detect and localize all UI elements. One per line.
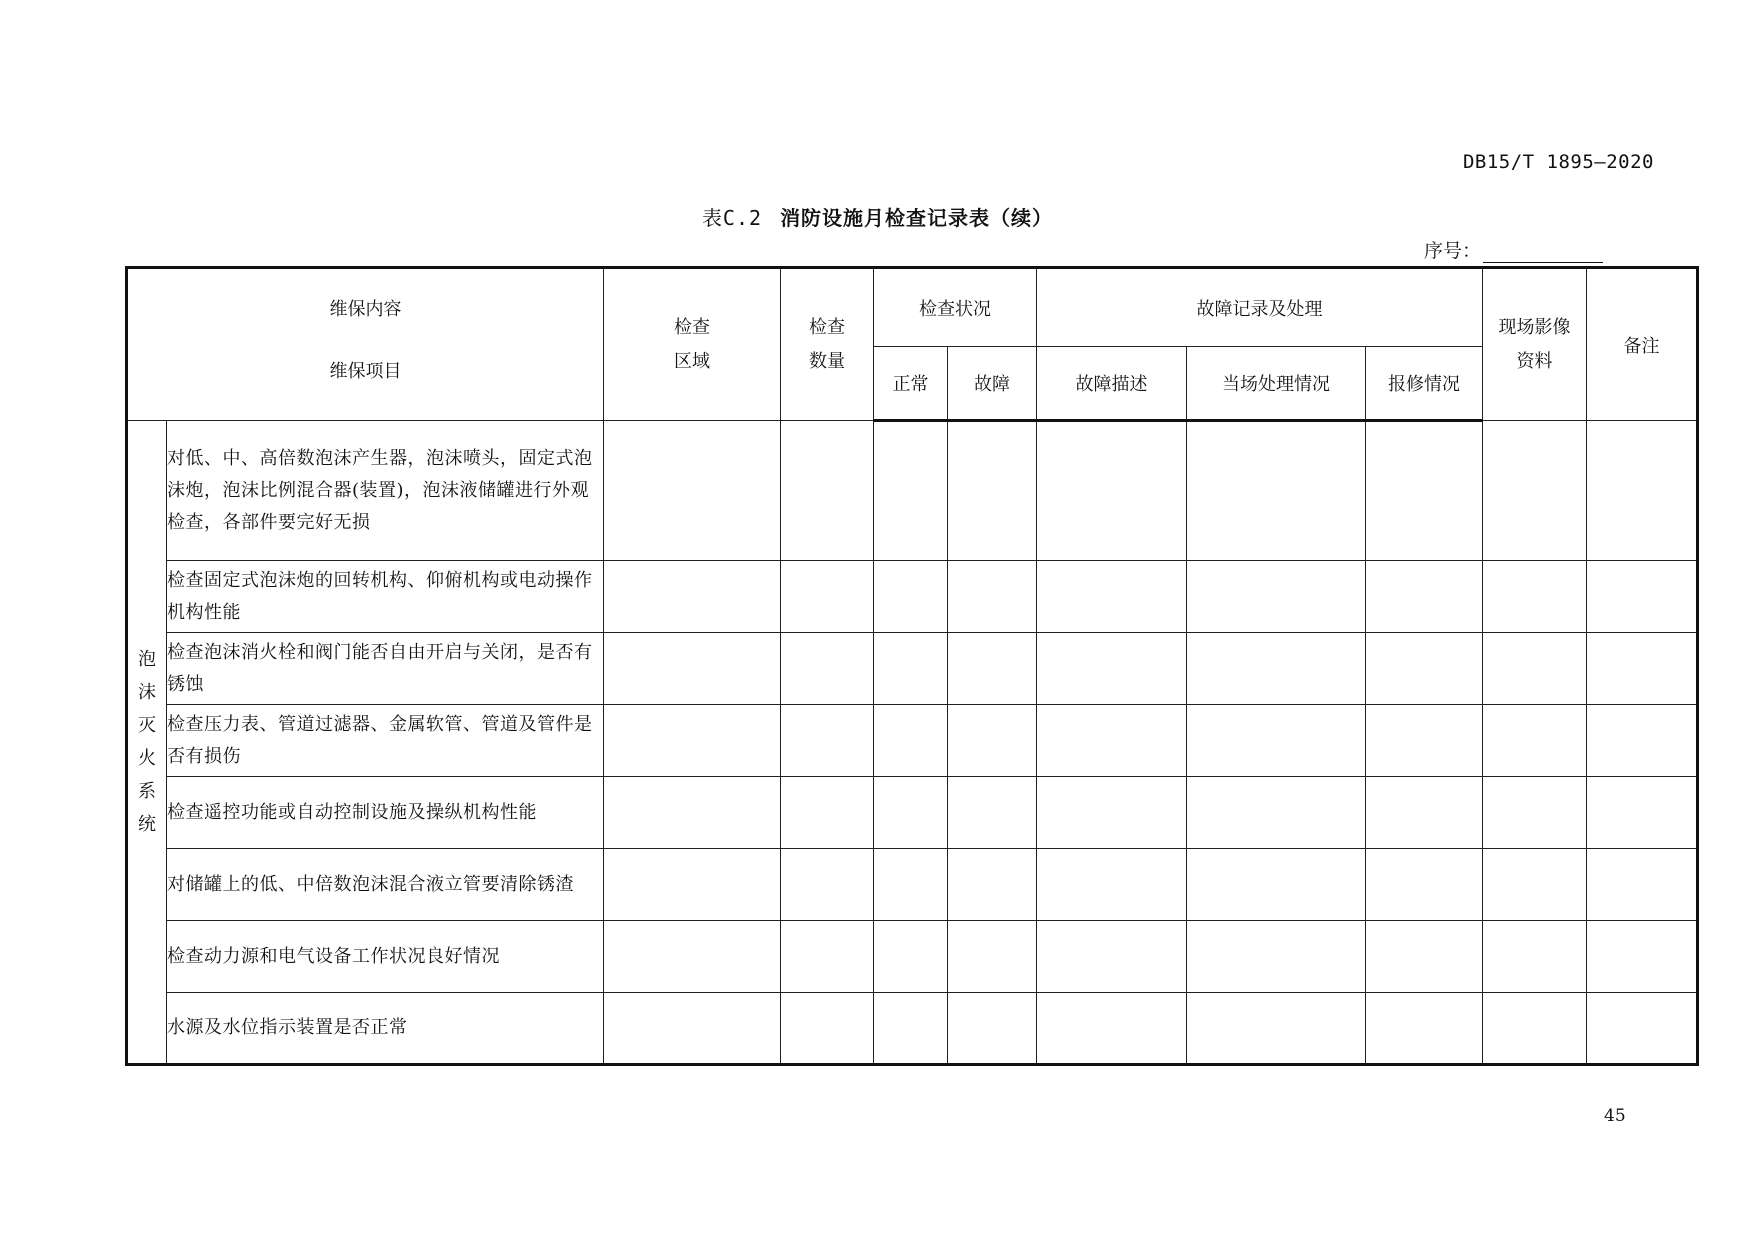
cell-remarks[interactable] <box>1587 993 1698 1065</box>
group-char: 沫 <box>138 682 156 703</box>
header-remarks: 备注 <box>1587 268 1698 421</box>
cell-onsite-handling[interactable] <box>1187 561 1366 633</box>
header-fault-record: 故障记录及处理 <box>1037 268 1483 347</box>
maintenance-item-text: 对低、中、高倍数泡沫产生器，泡沫喷头，固定式泡沫炮，泡沫比例混合器(装置)，泡沫液储罐进行外观检查，各部件要完好无损 <box>167 421 604 561</box>
cell-normal[interactable] <box>874 421 948 561</box>
cell-check-quantity[interactable] <box>781 921 874 993</box>
cell-check-quantity[interactable] <box>781 993 874 1065</box>
serial-blank-line <box>1483 240 1603 263</box>
header-check-quantity-line1: 检查 <box>809 316 845 338</box>
cell-repair-report[interactable] <box>1366 849 1483 921</box>
cell-check-quantity[interactable] <box>781 633 874 705</box>
cell-check-area[interactable] <box>604 633 781 705</box>
cell-normal[interactable] <box>874 561 948 633</box>
serial-number-field <box>1424 236 1603 263</box>
cell-fault-description[interactable] <box>1037 921 1187 993</box>
header-fault: 故障 <box>948 347 1037 421</box>
table-row <box>127 993 1698 1065</box>
table-row <box>127 705 1698 777</box>
header-photo-material <box>1483 268 1587 421</box>
cell-fault[interactable] <box>948 705 1037 777</box>
maintenance-item-text: 对储罐上的低、中倍数泡沫混合液立管要清除锈渣 <box>167 849 604 921</box>
cell-check-quantity[interactable] <box>781 421 874 561</box>
cell-check-area[interactable] <box>604 849 781 921</box>
maintenance-item-text: 检查动力源和电气设备工作状况良好情况 <box>167 921 604 993</box>
cell-fault[interactable] <box>948 993 1037 1065</box>
cell-photo-material[interactable] <box>1483 633 1587 705</box>
cell-repair-report[interactable] <box>1366 705 1483 777</box>
header-check-area-line2: 区域 <box>674 350 710 372</box>
cell-repair-report[interactable] <box>1366 921 1483 993</box>
cell-repair-report[interactable] <box>1366 421 1483 561</box>
header-check-quantity <box>781 268 874 421</box>
maintenance-item-text: 检查泡沫消火栓和阀门能否自由开启与关闭，是否有锈蚀 <box>167 633 604 705</box>
cell-check-quantity[interactable] <box>781 777 874 849</box>
cell-normal[interactable] <box>874 777 948 849</box>
standard-code: DB15/T 1895—2020 <box>1462 151 1654 173</box>
cell-onsite-handling[interactable] <box>1187 921 1366 993</box>
cell-fault[interactable] <box>948 849 1037 921</box>
cell-remarks[interactable] <box>1587 421 1698 561</box>
table-row <box>127 561 1698 633</box>
cell-remarks[interactable] <box>1587 705 1698 777</box>
cell-photo-material[interactable] <box>1483 849 1587 921</box>
group-char: 火 <box>138 748 156 769</box>
table-title-text: 消防设施月检查记录表（续） <box>780 206 1054 230</box>
cell-photo-material[interactable] <box>1483 705 1587 777</box>
cell-photo-material[interactable] <box>1483 421 1587 561</box>
page-number: 45 <box>1604 1106 1626 1126</box>
cell-check-area[interactable] <box>604 921 781 993</box>
group-char: 系 <box>138 781 156 802</box>
cell-onsite-handling[interactable] <box>1187 633 1366 705</box>
cell-normal[interactable] <box>874 633 948 705</box>
table-row <box>127 849 1698 921</box>
table-row <box>127 921 1698 993</box>
cell-photo-material[interactable] <box>1483 921 1587 993</box>
cell-check-area[interactable] <box>604 705 781 777</box>
cell-photo-material[interactable] <box>1483 777 1587 849</box>
table-row <box>127 777 1698 849</box>
cell-check-area[interactable] <box>604 777 781 849</box>
cell-repair-report[interactable] <box>1366 777 1483 849</box>
cell-onsite-handling[interactable] <box>1187 777 1366 849</box>
maintenance-item-text: 检查固定式泡沫炮的回转机构、仰俯机构或电动操作机构性能 <box>167 561 604 633</box>
header-check-area-line1: 检查 <box>674 316 710 338</box>
cell-check-quantity[interactable] <box>781 561 874 633</box>
cell-photo-material[interactable] <box>1483 561 1587 633</box>
header-check-quantity-line2: 数量 <box>809 350 845 372</box>
maintenance-item-text: 检查遥控功能或自动控制设施及操纵机构性能 <box>167 777 604 849</box>
cell-fault[interactable] <box>948 777 1037 849</box>
header-check-area <box>604 268 781 421</box>
cell-fault-description[interactable] <box>1037 777 1187 849</box>
table-row <box>127 421 1698 561</box>
table-title <box>0 202 1755 231</box>
header-maintenance-content-label: 维保内容 <box>329 299 402 320</box>
cell-repair-report[interactable] <box>1366 993 1483 1065</box>
header-fault-description: 故障描述 <box>1037 347 1187 421</box>
header-onsite-handling: 当场处理情况 <box>1187 347 1366 421</box>
cell-remarks[interactable] <box>1587 777 1698 849</box>
cell-fault-description[interactable] <box>1037 993 1187 1065</box>
header-repair-report: 报修情况 <box>1366 347 1483 421</box>
header-normal: 正常 <box>874 347 948 421</box>
maintenance-item-text: 水源及水位指示装置是否正常 <box>167 993 604 1065</box>
cell-remarks[interactable] <box>1587 561 1698 633</box>
group-char: 统 <box>138 814 156 835</box>
cell-check-area[interactable] <box>604 561 781 633</box>
cell-fault[interactable] <box>948 921 1037 993</box>
group-char: 泡 <box>138 649 156 670</box>
cell-remarks[interactable] <box>1587 849 1698 921</box>
cell-remarks[interactable] <box>1587 633 1698 705</box>
header-photo-line1: 现场影像 <box>1498 316 1571 338</box>
group-char: 灭 <box>138 715 156 736</box>
cell-onsite-handling[interactable] <box>1187 421 1366 561</box>
cell-fault-description[interactable] <box>1037 705 1187 777</box>
cell-repair-report[interactable] <box>1366 561 1483 633</box>
cell-onsite-handling[interactable] <box>1187 849 1366 921</box>
cell-fault-description[interactable] <box>1037 849 1187 921</box>
cell-check-area[interactable] <box>604 421 781 561</box>
cell-repair-report[interactable] <box>1366 633 1483 705</box>
cell-check-quantity[interactable] <box>781 705 874 777</box>
table-number: 表C.2 <box>701 206 763 230</box>
group-foam-extinguishing-system <box>127 421 167 1065</box>
cell-photo-material[interactable] <box>1483 993 1587 1065</box>
header-check-status: 检查状况 <box>874 268 1037 347</box>
table-row <box>127 633 1698 705</box>
cell-check-quantity[interactable] <box>781 849 874 921</box>
header-maintenance-content <box>127 268 604 421</box>
cell-normal[interactable] <box>874 849 948 921</box>
cell-check-area[interactable] <box>604 993 781 1065</box>
cell-fault-description[interactable] <box>1037 633 1187 705</box>
inspection-record-table <box>125 266 1699 1066</box>
header-maintenance-item-label: 维保项目 <box>329 361 402 382</box>
header-photo-line2: 资料 <box>1516 350 1553 372</box>
serial-label: 序号： <box>1424 240 1482 262</box>
cell-fault-description[interactable] <box>1037 421 1187 561</box>
cell-fault[interactable] <box>948 421 1037 561</box>
cell-fault[interactable] <box>948 561 1037 633</box>
cell-fault-description[interactable] <box>1037 561 1187 633</box>
cell-fault[interactable] <box>948 633 1037 705</box>
maintenance-item-text: 检查压力表、管道过滤器、金属软管、管道及管件是否有损伤 <box>167 705 604 777</box>
cell-onsite-handling[interactable] <box>1187 993 1366 1065</box>
cell-normal[interactable] <box>874 921 948 993</box>
cell-onsite-handling[interactable] <box>1187 705 1366 777</box>
cell-normal[interactable] <box>874 993 948 1065</box>
cell-remarks[interactable] <box>1587 921 1698 993</box>
cell-normal[interactable] <box>874 705 948 777</box>
